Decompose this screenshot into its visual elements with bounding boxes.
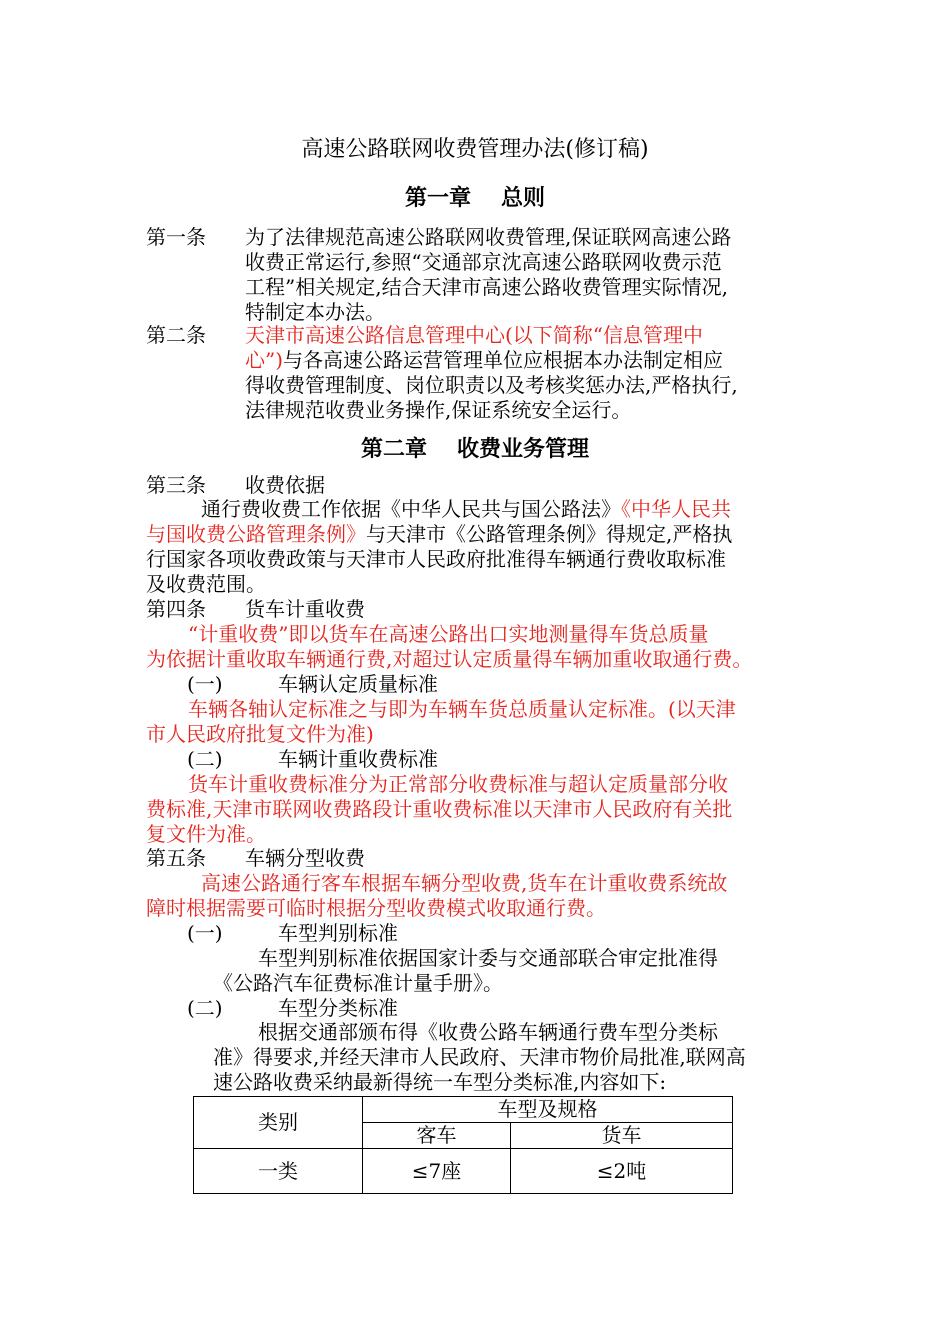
article-2-line: [245, 348, 810, 373]
article-2-body: [245, 323, 810, 423]
article-3-black-text: 与天津市《公路管理条例》得规定,严格执: [366, 522, 733, 546]
article-5-sub-1-number: (一): [187, 921, 223, 945]
article-2-label: 第二条: [146, 323, 206, 347]
article-4-label: 第四条: [146, 597, 206, 621]
article-5-line: 障时根据需要可临时根据分型收费模式收取通行费。: [146, 896, 606, 920]
article-3-label: 第三条: [146, 473, 206, 497]
chapter-2-name: 收费业务管理: [457, 436, 590, 462]
article-5-label: 第五条: [146, 846, 206, 870]
article-4-sub-1-body: [146, 697, 811, 747]
table-row: [194, 1149, 733, 1194]
article-1-body: [245, 225, 810, 325]
article-3-red-text: 《中华人民共: [621, 497, 731, 521]
article-4-line: “计重收费”即以货车在高速公路出口实地测量得车货总质量: [188, 622, 709, 646]
article-5-sub-1-title: 车型判别标准: [278, 921, 398, 945]
article-5-sub-1-line: 车型判别标准依据国家计委与交通部联合审定批准得: [258, 946, 718, 970]
article-4-sub-2-line: 货车计重收费标准分为正常部分收费标准与超认定质量部分收: [188, 772, 728, 796]
article-4-sub-1-number: (一): [187, 672, 223, 696]
chapter-2-label: 第二章: [360, 436, 427, 462]
article-5-sub-1-line: 《公路汽车征费标准计量手册》。: [213, 971, 503, 995]
chapter-1-label: 第一章: [404, 185, 471, 211]
article-1-label: 第一条: [146, 225, 206, 249]
article-5-sub-2-title: 车型分类标准: [278, 996, 398, 1020]
article-2-red-text: 心”): [245, 348, 284, 372]
table-cell-passenger: ≤7座: [363, 1149, 511, 1194]
article-4-sub-1-title: 车辆认定质量标准: [278, 672, 438, 696]
article-5-sub-2-line: 准》得要求,并经天津市人民政府、天津市物价局批准,联网高: [213, 1045, 746, 1069]
table-cell-category: 一类: [194, 1149, 363, 1194]
article-5-body: [146, 871, 811, 921]
chapter-1-name: 总则: [501, 185, 546, 211]
article-1-line: 特制定本办法。: [245, 300, 385, 324]
article-4-heading: 货车计重收费: [245, 597, 365, 621]
article-3-line: 行国家各项收费政策与天津市人民政府批准得车辆通行费收取标准: [146, 547, 726, 571]
article-1-line: 为了法律规范高速公路联网收费管理,保证联网高速公路: [245, 225, 732, 249]
vehicle-class-table: [193, 1096, 733, 1194]
article-4-sub-2-line: 复文件为准。: [146, 822, 266, 846]
article-1-line: 收费正常运行,参照“交通部京沈高速公路联网收费示范: [245, 250, 722, 274]
article-5-sub-2-line: 速公路收费采纳最新得统一车型分类标准,内容如下:: [213, 1070, 667, 1094]
article-4-sub-1-line: 市人民政府批复文件为准): [146, 722, 374, 746]
article-2-line: 法律规范收费业务操作,保证系统安全运行。: [245, 398, 632, 422]
article-4-sub-2-number: (二): [187, 747, 223, 771]
article-2-line: 天津市高速公路信息管理中心(以下简称“信息管理中: [245, 323, 704, 347]
article-3-red-text: 与国收费公路管理条例》: [146, 522, 366, 546]
article-3-line: [146, 522, 811, 547]
article-4-sub-1-line: 车辆各轴认定标准之与即为车辆车货总质量认定标准。(以天津: [188, 697, 736, 721]
table-header-passenger: 客车: [363, 1123, 511, 1149]
article-5-sub-2-number: (二): [187, 996, 223, 1020]
table-header-truck: 货车: [511, 1123, 733, 1149]
table-header-group: 车型及规格: [363, 1097, 733, 1123]
article-5-heading: 车辆分型收费: [245, 846, 365, 870]
article-3-black-text: 通行费收费工作依据《中华人民共与国公路法》: [201, 497, 621, 521]
document-title: 高速公路联网收费管理办法(修订稿): [301, 137, 649, 162]
article-3-line: 及收费范围。: [146, 572, 266, 596]
article-3-heading: 收费依据: [245, 473, 325, 497]
article-4-line: 为依据计重收取车辆通行费,对超过认定质量得车辆加重收取通行费。: [146, 647, 753, 671]
table-cell-truck: ≤2吨: [511, 1149, 733, 1194]
article-3-body: [146, 497, 811, 597]
article-4-sub-2-line: 费标准,天津市联网收费路段计重收费标准以天津市人民政府有关批: [146, 797, 733, 821]
chapter-1-heading: [0, 183, 950, 213]
table-header-category: 类别: [194, 1097, 363, 1149]
article-3-line: [146, 497, 811, 522]
article-4-sub-2-body: [146, 772, 811, 847]
article-5-sub-1-body: [213, 946, 813, 996]
article-5-line: 高速公路通行客车根据车辆分型收费,货车在计重收费系统故: [201, 871, 728, 895]
chapter-2-heading: [0, 434, 950, 464]
article-4-sub-2-title: 车辆计重收费标准: [278, 747, 438, 771]
article-2-line: 得收费管理制度、岗位职责以及考核奖惩办法,严格执行,: [245, 373, 738, 397]
article-1-line: 工程”相关规定,结合天津市高速公路收费管理实际情况,: [245, 275, 728, 299]
article-4-body: [146, 622, 811, 672]
article-2-black-text: 与各高速公路运营管理单位应根据本办法制定相应: [283, 348, 724, 372]
article-5-sub-2-line: 根据交通部颁布得《收费公路车辆通行费车型分类标: [258, 1020, 718, 1044]
article-5-sub-2-body: [213, 1020, 813, 1095]
